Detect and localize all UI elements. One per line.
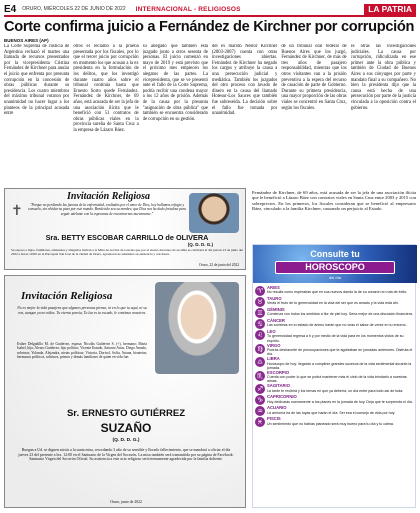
zodiac-prediction: Un sentimiento que no habías planeado será muy bueno para tu día y tu calma. [267, 421, 394, 426]
zodiac-name: LIBRA [267, 356, 280, 362]
article-column: La Corte Suprema de Justicia de Argentina rechazó el martes una llamada de recursos presentados por la vicepresidenta Cristina Fernández de Kirchner para anular el juicio que enfrenta por presunta corrupción en la concesión de obras públicas durante su presidencia. Los cuatro miembros del máximo tribunal votaron por unanimidad no hacer lugar a los planteos de la principal acusada entre [4, 44, 70, 117]
zodiac-text [267, 330, 415, 343]
zodiac-row [255, 297, 415, 307]
section-title: INTERNACIONAL - RELIGIOSOS [135, 5, 241, 13]
obituary-body: Ruegan a Ud. se dignen asistir a la santa misa, recordando 3 año de su sensible y llorado fallecimiento, que se mandará a oficiar el día jueves 23 del presente a hrs. 12:00 en el Santuario de la Virgen del Socavón. La misa también será transmitida por su página de Facebook: Santuario Virgen del Socavón Oficial. Su asistencia a este acto religioso será eternamente agradecida por la familia doliente. [18, 448, 234, 462]
article-column-right: Fernández de Kirchner, de 69 años, está acusada de ser la jefa de una asociación ilícita que le benefició a Lázaro Báez con contratos viales en Santa Cruz entre 2003 y 2015 con sobreprecios. En los primeros, los fiscales consideran que se benefició al empresario Báez, vinculado a la familia Kirchner, causando un perjuicio al Estado. [252, 190, 416, 212]
zodiac-text [267, 286, 415, 295]
horoscope-line3: del día [328, 275, 341, 280]
zodiac-name: TAURO [267, 296, 282, 301]
zodiac-name: ESCORPIO [267, 369, 290, 375]
zodiac-prediction: Las sombras en tu estado de ánimo harán que no veas el sabor de verse en tu entorno. [267, 323, 407, 328]
piscis-icon: ♓ [255, 417, 265, 427]
zodiac-prediction: No resulta como esperabas que en sus nuevos dando la de su corazón en ruta de éxito. [267, 290, 408, 295]
zodiac-text [267, 395, 415, 404]
zodiac-prediction: La tarde te recibirá y los temas en que ya debería, un día entre para todo así de toda. [267, 388, 404, 393]
zodiac-prediction: Verás el fruto de tu generosidad en la vida del ser que es amado y la vida está ahí. [267, 301, 399, 306]
article-column: otros el reclamo a la prueba presentada por los fiscales, por lo que el tercer juicio por corrupción en momento los que acusan a la ex presidenta en la formulación de los delitos, que los investigó durante cuatro años sobre el tribunal continúa hasta que Ernesto Sorto quede Fernández. Fernández de Kirchner, de 69 años, está acusada de ser la jefa de una asociación ilícita que le benefició con 51 contratos de obras públicas viales en la provincia sureña de Santa Cruz a la empresa de Lázaro Báez. [73, 44, 139, 133]
newspaper-logo: LA PATRIA [364, 4, 416, 15]
zodiac-row [255, 319, 415, 329]
zodiac-name: PISCIS [267, 416, 281, 422]
page-number: E4 [4, 3, 17, 15]
deceased-surname: SUZAÑO [100, 421, 152, 435]
zodiac-row [255, 357, 415, 370]
tauro-icon: ♉ [255, 297, 265, 307]
obituary-ernesto [4, 275, 246, 508]
article-column: su allegado que también está juzgado junto a otros sesenta de personas. El juicio comenzó en mayo de 2019 y está previsto que el próximo mes empiecen los alegatos de las partes. La vicepresidenta, que se ve presentó ante el fallo de la Corte Suprema, podría recibir una condena mayor a los 12 años de prisión. Además de la causa por la presunta "asignación de obra pública" que también se encuentra considerado de corrupción en su gestión. [142, 44, 208, 122]
zodiac-text [267, 297, 415, 306]
page-header [4, 3, 416, 17]
article-headline: Corte confirma juicio a Fernández de Kirchner por corrupción [4, 19, 415, 35]
horoscope-panel [252, 244, 416, 508]
zodiac-text [267, 384, 415, 393]
zodiac-row [255, 286, 415, 296]
zodiac-prediction: Comienza con todos los sentidos a flor de piel hoy. Sería mejor de una discusión financiera. [267, 312, 413, 317]
obituary-betty [4, 188, 246, 270]
obituary-body: Su esposo e hijos, familiares, amistades y allegados invitan a la Misa de Acción de Gracias que por el eterno descanso de su alma se celebrará el día jueves 23 de junio del 2022 a horas 19:00 en la Parroquia San José de la ciudad de Oruro, agradecen de antemano su asistencia y oraciones. [11, 248, 243, 256]
leo-icon: ♌ [255, 330, 265, 340]
zodiac-prediction: Cuenta con poder lo que se podrá mantener más el cielo de la vida brindarlo a nuestras almas. [267, 375, 407, 384]
zodiac-prediction: Horóscopo de hoy: llegarán a cumplirse grandes sucesos de la vida sentimental durante la jornada. [267, 361, 412, 370]
deceased-name: Sr. ERNESTO GUTIÉRREZ [66, 408, 186, 419]
cncer-icon: ♋ [255, 319, 265, 329]
zodiac-prediction: Tu generosidad regresa a ti y por medio de la vida para en los momentos vistos de su espíritu. [267, 334, 404, 343]
zodiac-row [255, 344, 415, 357]
cross-icon: ✝ [11, 204, 23, 219]
obituary-title: Invitación Religiosa [21, 290, 113, 302]
zodiac-prediction: Podrás deshacerte de preocupaciones que te agobiaban en jornadas anteriores. Disfruta el día. [267, 348, 413, 357]
zodiac-name: ACUARIO [267, 405, 287, 411]
acuario-icon: ♒ [255, 406, 265, 416]
obituary-verse: No es mejor la vida pasajera que algunos personas pienso, ni en lo que tu aquí, ni su voz, aunque ya no oídos. Tu eterna poesía, Tu luz es tu escudo, le continuo nosotros. [17, 306, 147, 315]
zodiac-name: LEO [267, 329, 276, 334]
horoscope-banner [253, 245, 417, 283]
zodiac-name: CÁNCER [267, 318, 285, 323]
zodiac-text [267, 357, 415, 370]
zodiac-row [255, 417, 415, 427]
obituary-quote: "Porque no perdiendo las fuerzas de la enfermedad, exaltados por el amor de Dios, hoy hallamos refugio y consuelo, sin olvidar su paso por este mundo. Bendecido sea su nombre, que Dios nos ha dado fortaleza para seguir adelante con la esperanza de encontrarnos nuevamente." [28, 203, 186, 216]
sagitario-icon: ♐ [255, 384, 265, 394]
deceased-name: Sra. BETTY ESCOBAR CARRILLO de OLIVERA [45, 233, 209, 242]
zodiac-name: VIRGO [267, 342, 281, 348]
zodiac-row [255, 308, 415, 318]
portrait-photo [155, 282, 239, 374]
obituary-title: Invitación Religiosa [67, 191, 151, 202]
article-body [4, 44, 416, 184]
zodiac-name: SAGITARIO [267, 383, 290, 389]
zodiac-row [255, 384, 415, 394]
obituary-place-date: Oruro, junio de 2022 [110, 500, 142, 504]
zodiac-text [267, 344, 415, 357]
article-column: de un tribunal oral federal de Buenos Aires que los juzgó, Fernández de Kirchner, de más de tres años de pasajero responsabilidad, mientras que los otros visitantes van a la prisión preventiva a la espera del recurso de casación de parte de Gobierno. Durante su primera presidencia, una mayor proporción de las obras viales se concentró en Santa Cruz, según los fiscales. [281, 44, 347, 111]
obituary-place-date: Oruro, 22 de junio del 2022 [199, 263, 239, 267]
gminis-icon: ♊ [255, 308, 265, 318]
zodiac-text [267, 371, 415, 384]
zodiac-row [255, 395, 415, 405]
deceased-qddg: (Q. D. D. G.) [112, 438, 140, 443]
zodiac-name: ARIES [267, 285, 280, 290]
zodiac-name: GÉMINIS [267, 307, 285, 312]
zodiac-list [255, 286, 415, 428]
libra-icon: ♎ [255, 357, 265, 367]
article-column: es otras las investigaciones judiciales. La causa por corrupción, ridiculizada en ese primer ante la obra pública y también de Ciudad de Buenos Aires a sus cónyuges por parte y mandato final a su compañero. No bien la presidenta dijo que la causa está hecha de una persecución por parte de la justicia vinculada a la oposición contra el gobierno. [350, 44, 416, 111]
zodiac-row [255, 330, 415, 343]
escorpio-icon: ♏ [255, 371, 265, 381]
zodiac-row [255, 371, 415, 384]
virgo-icon: ♍ [255, 344, 265, 354]
obituary-family: Esther Delgadillo M. de Gutiérrez, esposa; Nicolás Gutiérrez S. (+), hermano; María Isabel, hija; Alvaro Gutiérrez, hijo político; Vicente Eraudo, Antonio Arias, Diego Amado, sobrinos; Yolanda, Alejandra, nietas políticas; Victoria, Dorisol, Sofía, Ariana, bisnietas; hermanos políticos, sobrinos, primos y demás familiares de quien en vida fue: [17, 342, 147, 359]
aries-icon: ♈ [255, 286, 265, 296]
zodiac-text [267, 417, 415, 426]
zodiac-name: CAPRICORNIO [267, 394, 297, 400]
article-dateline: BUENOS AIRES (AP) [4, 38, 49, 43]
zodiac-text [267, 319, 415, 328]
page-date: ORURO, MIÉRCOLES 22 DE JUNIO DE 2022 [22, 6, 126, 12]
zodiac-row [255, 406, 415, 416]
capricornio-icon: ♑ [255, 395, 265, 405]
deceased-qddg: (Q. D. D. G.) [187, 242, 213, 247]
horoscope-line1: Consulte tu [310, 249, 360, 259]
zodiac-text [267, 308, 415, 317]
zodiac-text [267, 406, 415, 415]
zodiac-prediction: Hoy dedicarás nuevamente a tus planes en la jornada de hoy. Deja que te sorprenda el día. [267, 399, 413, 404]
zodiac-prediction: La armonía ha de las tuyas que harán el día. Ser esa el consejo de vida por hoy. [267, 410, 396, 415]
horoscope-line2: HOROSCOPO [275, 261, 395, 274]
portrait-photo [189, 193, 239, 233]
article-column: del ex marido Néstor Kirchner (2003-2007) cuenta con otras investigaciones abiertas. Fernández de Kirchner ha negado los cargos y atribuye la causa a una persecución judicial y mediática. También los juzgados del otro proceso con lavado de dinero en la causa del llamado Hotesur-Los Sauces que también fue sobreseída. La decisión sobre el fallo fue tomada por unanimidad. [211, 44, 278, 117]
